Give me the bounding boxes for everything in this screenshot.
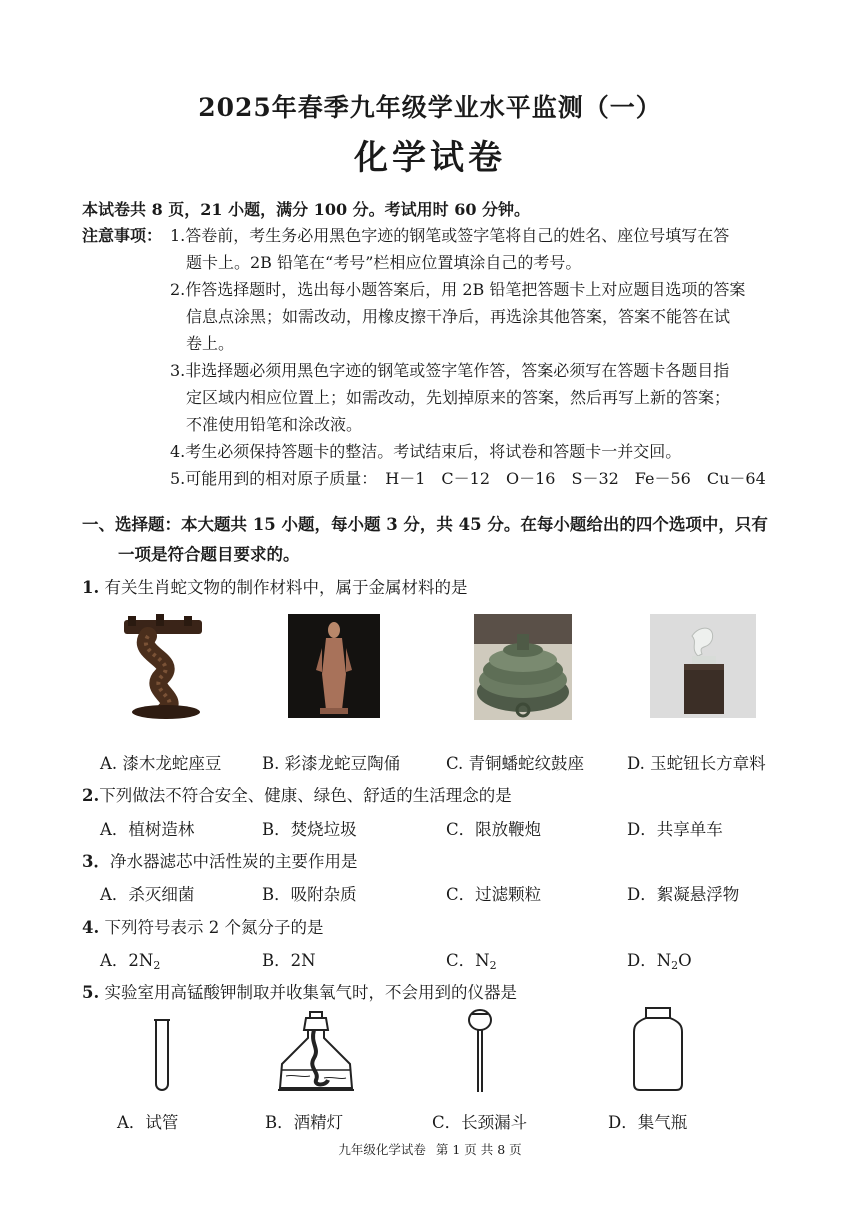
q2-option-d: D．共享单车 — [627, 820, 723, 839]
notice-line: 3.非选择题必须用黑色字迹的钢笔或签字笔作答，答案必须写在答题卡各题目指 — [170, 361, 730, 380]
question-1: 1. 有关生肖蛇文物的制作材料中，属于金属材料的是 — [82, 578, 468, 597]
notice-line: 不准使用铅笔和涂改液。 — [186, 415, 363, 434]
question-4: 4. 下列符号表示 2 个氮分子的是 — [82, 918, 324, 937]
q2-option-c: C．限放鞭炮 — [446, 820, 542, 839]
footer-label: 九年级化学试卷 — [338, 1142, 426, 1157]
alcohol-lamp-icon — [274, 1008, 358, 1096]
q3-option-a: A．杀灭细菌 — [100, 885, 195, 904]
q2-option-b: B．焚烧垃圾 — [262, 820, 357, 839]
lacquer-stand-image — [118, 614, 208, 720]
bronze-drum-base-image — [474, 614, 572, 720]
q1-option-a: A. 漆木龙蛇座豆 — [100, 754, 222, 773]
q4-option-c: C．$N_2$ — [446, 951, 497, 972]
q1-option-d: D. 玉蛇钮长方章料 — [627, 754, 766, 773]
notice-line: 1.答卷前，考生务必用黑色字迹的钢笔或签字笔将自己的姓名、座位号填写在答 — [170, 226, 730, 245]
q2-option-a: A．植树造林 — [100, 820, 195, 839]
q1-option-b: B. 彩漆龙蛇豆陶俑 — [262, 754, 401, 773]
section-heading: 一、选择题：本大题共 15 小题，每小题 3 分，共 45 分。在每小题给出的四个选项中，只有 — [82, 515, 768, 534]
long-neck-funnel-icon — [466, 1006, 494, 1094]
notice-line: 题卡上。2B 铅笔在“考号”栏相应位置填涂自己的考号。 — [186, 253, 582, 272]
q5-option-d: D．集气瓶 — [608, 1113, 688, 1132]
q4-option-d: D．$N_2O$ — [627, 951, 692, 972]
section-heading-cont: 一项是符合题目要求的。 — [118, 545, 300, 564]
q1-option-c: C. 青铜蟠蛇纹鼓座 — [446, 754, 585, 773]
exam-info: 本试卷共 8 页，21 小题，满分 100 分。考试用时 60 分钟。 — [82, 200, 531, 219]
q3-option-d: D．絮凝悬浮物 — [627, 885, 740, 904]
jade-seal-image — [650, 614, 756, 718]
notice-line: 信息点涂黑；如需改动，用橡皮擦干净后，再选涂其他答案，答案不能答在试 — [186, 307, 731, 326]
question-2: 2.下列做法不符合安全、健康、绿色、舒适的生活理念的是 — [82, 786, 512, 805]
notice-line: 5.可能用到的相对原子质量： H－1 C－12 O－16 S－32 Fe－56 Cu－64 — [170, 469, 766, 488]
q3-option-c: C．过滤颗粒 — [446, 885, 542, 904]
notice-line: 4.考生必须保持答题卡的整洁。考试结束后，将试卷和答题卡一并交回。 — [170, 442, 682, 461]
notice-label: 注意事项： — [82, 226, 163, 245]
q5-option-a: A．试管 — [117, 1113, 179, 1132]
q5-option-c: C．长颈漏斗 — [432, 1113, 528, 1132]
pottery-figure-image — [288, 614, 380, 718]
page-footer — [0, 1140, 860, 1158]
notice-line: 卷上。 — [186, 334, 235, 353]
q4-option-a: A．$2N_2$ — [100, 951, 161, 972]
test-tube-icon — [150, 1018, 174, 1098]
notice-line: 定区域内相应位置上；如需改动，先划掉原来的答案，然后再写上新的答案； — [186, 388, 731, 407]
q3-option-b: B．吸附杂质 — [262, 885, 357, 904]
notice-line: 2.作答选择题时，选出每小题答案后，用 2B 铅笔把答题卡上对应题目选项的答案 — [170, 280, 746, 299]
question-3: 3．净水器滤芯中活性炭的主要作用是 — [82, 852, 358, 871]
gas-jar-icon — [632, 1006, 684, 1090]
q5-option-b: B．酒精灯 — [265, 1113, 344, 1132]
q4-option-b: B．2N — [262, 951, 316, 970]
page-number: 第 1 页 共 8 页 — [435, 1142, 522, 1157]
exam-title: 2025年春季九年级学业水平监测（一） — [198, 93, 662, 122]
subject-title: 化学试卷 — [354, 138, 506, 178]
question-5: 5. 实验室用高锰酸钾制取并收集氧气时，不会用到的仪器是 — [82, 983, 517, 1002]
